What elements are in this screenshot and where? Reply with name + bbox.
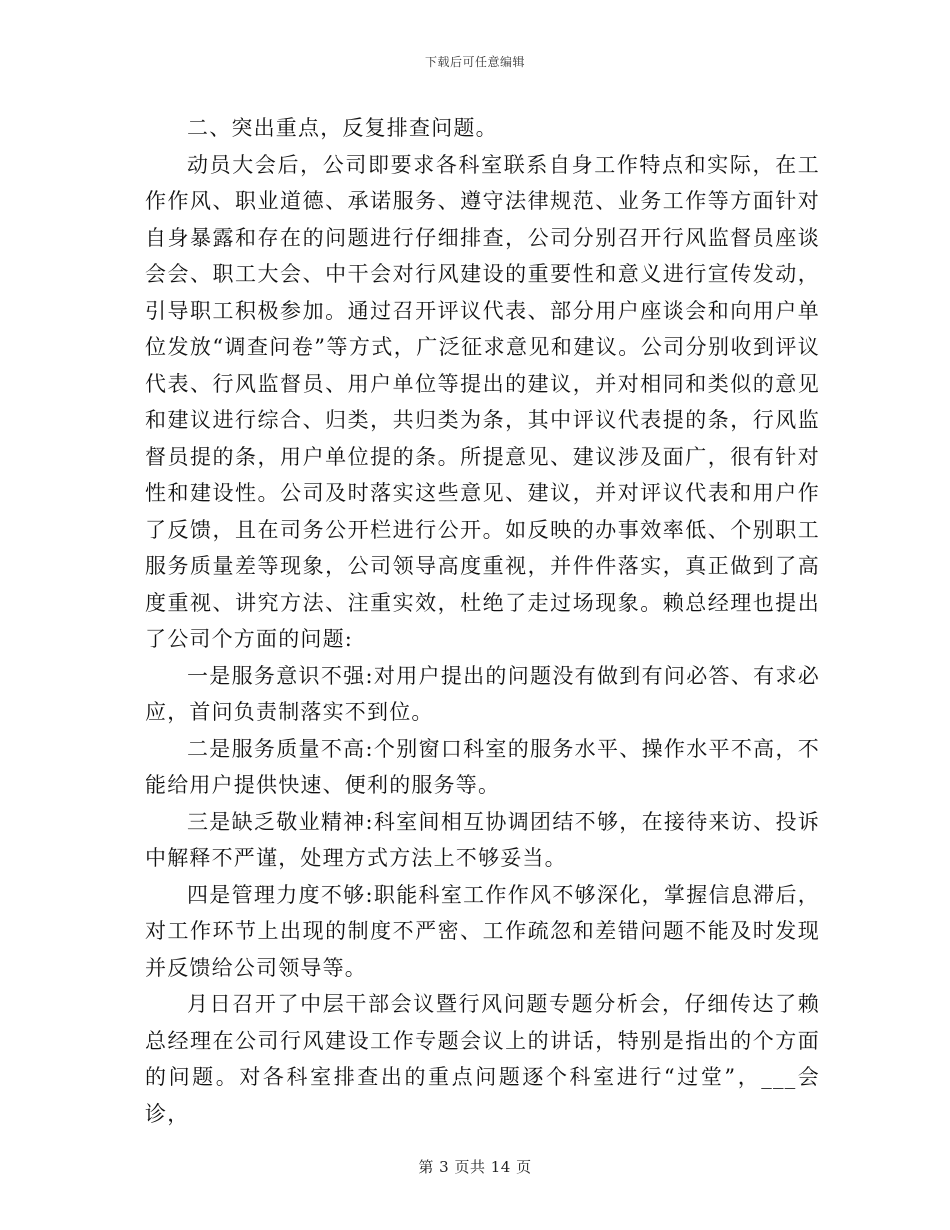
page-header-note: 下载后可任意编辑 bbox=[424, 55, 525, 69]
paragraph: 月日召开了中层干部会议暨行风问题专题分析会，仔细传达了赖总经理在公司行风建设工作专题会议上的讲话，特别是指出的个方面的问题。对各科室排查出的重点问题逐个科室进行“过堂”，___会诊， bbox=[145, 992, 820, 1126]
page-number: 第 3 页共 14 页 bbox=[418, 1158, 532, 1176]
paragraph: 动员大会后，公司即要求各科室联系自身工作特点和实际，在工作作风、职业道德、承诺服务、遵守法律规范、业务工作等方面针对自身暴露和存在的问题进行仔细排查，公司分别召开行风监督员座谈会会、职工大会、中干会对行风建设的重要性和意义进行宣传发动，引导职工积极参加。通过召开评议代表、部分用户座谈会和向用户单位发放“调查问卷”等方式，广泛征求意见和建议。公司分别收到评议代表、行风监督员、用户单位等提出的建议，并对相同和类似的意见和建议进行综合、归类，共归类为条，其中评议代表提的条，行风监督员提的条，用户单位提的条。所提意见、建议涉及面广，很有针对性和建设性。公司及时落实这些意见、建议，并对评议代表和用户作了反馈，且在司务公开栏进行公开。如反映的办事效率低、个别职工服务质量差等现象，公司领导高度重视，并件件落实，真正做到了高度重视、讲究方法、注重实效，杜绝了走过场现象。赖总经理也提出了公司个方面的问题: bbox=[145, 152, 820, 651]
paragraph: 四是管理力度不够:职能科室工作作风不够深化，掌握信息滞后，对工作环节上出现的制度不严密、工作疏忽和差错问题不能及时发现并反馈给公司领导等。 bbox=[145, 882, 820, 980]
section-heading: 二、突出重点，反复排查问题。 bbox=[187, 116, 498, 140]
paragraph: 二是服务质量不高:个别窗口科室的服务水平、操作水平不高，不能给用户提供快速、便利的服务等。 bbox=[145, 736, 820, 797]
paragraph: 一是服务意识不强:对用户提出的问题没有做到有问必答、有求必应，首问负责制落实不到位。 bbox=[145, 663, 820, 724]
paragraph: 三是缺乏敬业精神:科室间相互协调团结不够，在接待来访、投诉中解释不严谨，处理方式方法上不够妥当。 bbox=[145, 809, 820, 870]
document-body bbox=[145, 110, 820, 1132]
